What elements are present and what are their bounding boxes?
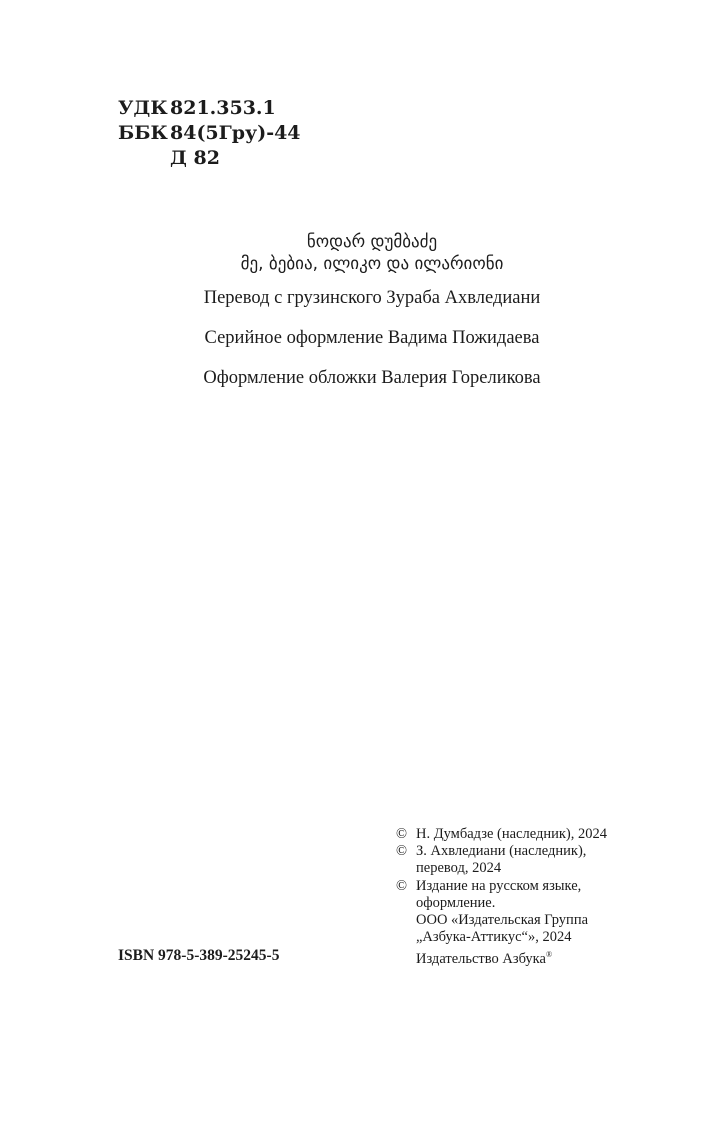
cover-design-credit: Оформление обложки Валерия Гореликова bbox=[203, 368, 541, 388]
original-title: მე, ბებია, ილიკო და ილარიონი bbox=[240, 254, 504, 274]
series-design-credit: Серийное оформление Вадима Пожидаева bbox=[204, 328, 540, 348]
classification-block bbox=[118, 96, 301, 171]
copyright-line: © Н. Думбадзе (наследник), 2024 bbox=[396, 826, 607, 842]
copyright-block bbox=[396, 826, 696, 968]
translation-credit: Перевод с грузинского Зураба Ахвледиани bbox=[203, 288, 541, 308]
registered-mark: ® bbox=[545, 950, 553, 960]
copyright-symbol: © bbox=[396, 826, 408, 842]
copyright-line: „Азбука-Аттикус“», 2024 bbox=[416, 929, 572, 946]
copyright-symbol: © bbox=[396, 843, 408, 860]
copyright-line: © З. Ахвледиани (наследник), bbox=[396, 843, 587, 860]
bbk-label: ББК bbox=[118, 122, 168, 144]
author-code: Д 82 bbox=[170, 147, 220, 169]
copyright-line bbox=[396, 946, 696, 968]
copyright-line: © Издание на русском языке, bbox=[396, 877, 582, 894]
udk-row bbox=[118, 96, 301, 121]
original-author: ნოდარ დუმბაძე bbox=[306, 232, 438, 252]
isbn: ISBN 978-5-389-25245-5 bbox=[118, 947, 280, 964]
copyright-line: оформление. bbox=[416, 894, 496, 911]
publisher-name: Издательство Азбука bbox=[416, 951, 546, 968]
copyright-symbol: © bbox=[396, 877, 408, 894]
copyright-line: перевод, 2024 bbox=[416, 860, 502, 877]
bbk-value: 84(5Гру)-44 bbox=[170, 122, 301, 144]
udk-value: 821.353.1 bbox=[170, 97, 276, 119]
bbk-row bbox=[118, 121, 301, 146]
udk-label: УДК bbox=[118, 97, 168, 119]
copyright-line: ООО «Издательская Группа bbox=[416, 912, 589, 929]
author-code-row bbox=[118, 146, 301, 171]
